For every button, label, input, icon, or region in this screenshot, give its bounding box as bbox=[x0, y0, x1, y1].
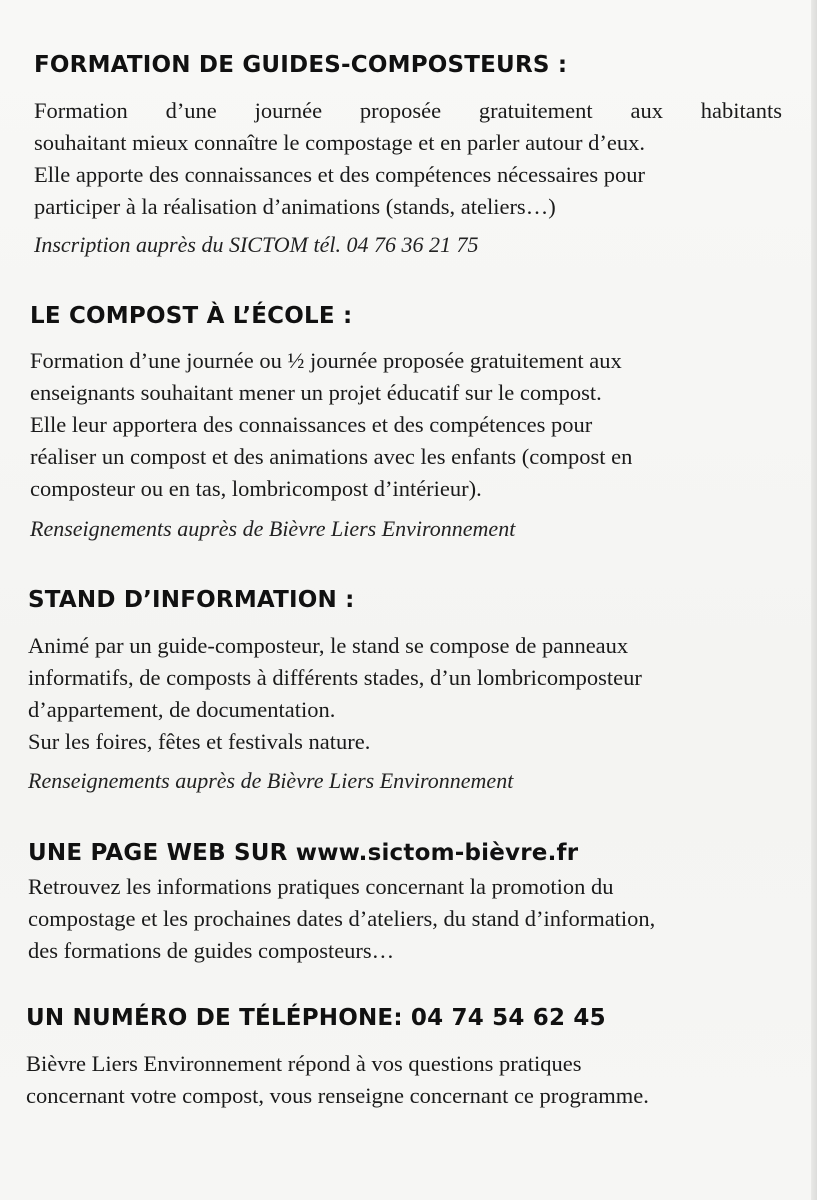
body-line: Bièvre Liers Environnement répond à vos questions pratiques bbox=[26, 1051, 582, 1076]
note-renseignements-bievre-2: Renseignements auprès de Bièvre Liers Environnement bbox=[28, 768, 514, 793]
section-heading-compost-ecole: LE COMPOST À L’ÉCOLE : bbox=[30, 303, 353, 329]
body-line: Sur les foires, fêtes et festivals nature. bbox=[28, 729, 371, 754]
body-line: informatifs, de composts à différents stades, d’un lombricomposteur bbox=[28, 665, 642, 690]
body-line: d’appartement, de documentation. bbox=[28, 697, 336, 722]
note-renseignements-bievre-1: Renseignements auprès de Bièvre Liers Environnement bbox=[30, 516, 516, 541]
body-line: Formation d’une journée proposée gratuitement aux habitants bbox=[34, 98, 782, 123]
body-line: participer à la réalisation d’animations (stands, ateliers…) bbox=[34, 194, 556, 219]
body-line: Elle apporte des connaissances et des compétences nécessaires pour bbox=[34, 162, 646, 187]
page-edge-shadow bbox=[811, 0, 817, 1200]
body-line: concernant votre compost, vous renseigne concernant ce programme. bbox=[26, 1083, 649, 1108]
section-body-stand-information bbox=[28, 630, 788, 758]
body-line: compostage et les prochaines dates d’ateliers, du stand d’information, bbox=[28, 906, 656, 931]
body-line: Formation d’une journée ou ½ journée proposée gratuitement aux bbox=[30, 348, 622, 373]
body-line: enseignants souhaitant mener un projet éducatif sur le compost. bbox=[30, 380, 602, 405]
body-line: souhaitant mieux connaître le compostage et en parler autour d’eux. bbox=[34, 130, 646, 155]
body-line: Elle leur apportera des connaissances et des compétences pour bbox=[30, 412, 593, 437]
section-heading-page-web: UNE PAGE WEB SUR www.sictom-bièvre.fr bbox=[28, 840, 579, 866]
section-heading-numero-telephone: UN NUMÉRO DE TÉLÉPHONE: 04 74 54 62 45 bbox=[26, 1005, 606, 1031]
section-body-compost-ecole bbox=[30, 345, 790, 505]
section-body-formation-guides bbox=[34, 95, 782, 223]
body-line: réaliser un compost et des animations avec les enfants (compost en bbox=[30, 444, 633, 469]
section-heading-formation-guides: FORMATION DE GUIDES-COMPOSTEURS : bbox=[34, 52, 568, 78]
section-body-page-web bbox=[28, 871, 788, 967]
body-line: Animé par un guide-composteur, le stand se compose de panneaux bbox=[28, 633, 629, 658]
body-line: des formations de guides composteurs… bbox=[28, 938, 395, 963]
note-inscription-sictom: Inscription auprès du SICTOM tél. 04 76 36 21 75 bbox=[34, 232, 479, 257]
section-body-numero-telephone bbox=[26, 1048, 796, 1112]
body-line: composteur ou en tas, lombricompost d’intérieur). bbox=[30, 476, 482, 501]
body-line: Retrouvez les informations pratiques concernant la promotion du bbox=[28, 874, 614, 899]
section-heading-stand-information: STAND D’INFORMATION : bbox=[28, 587, 355, 613]
